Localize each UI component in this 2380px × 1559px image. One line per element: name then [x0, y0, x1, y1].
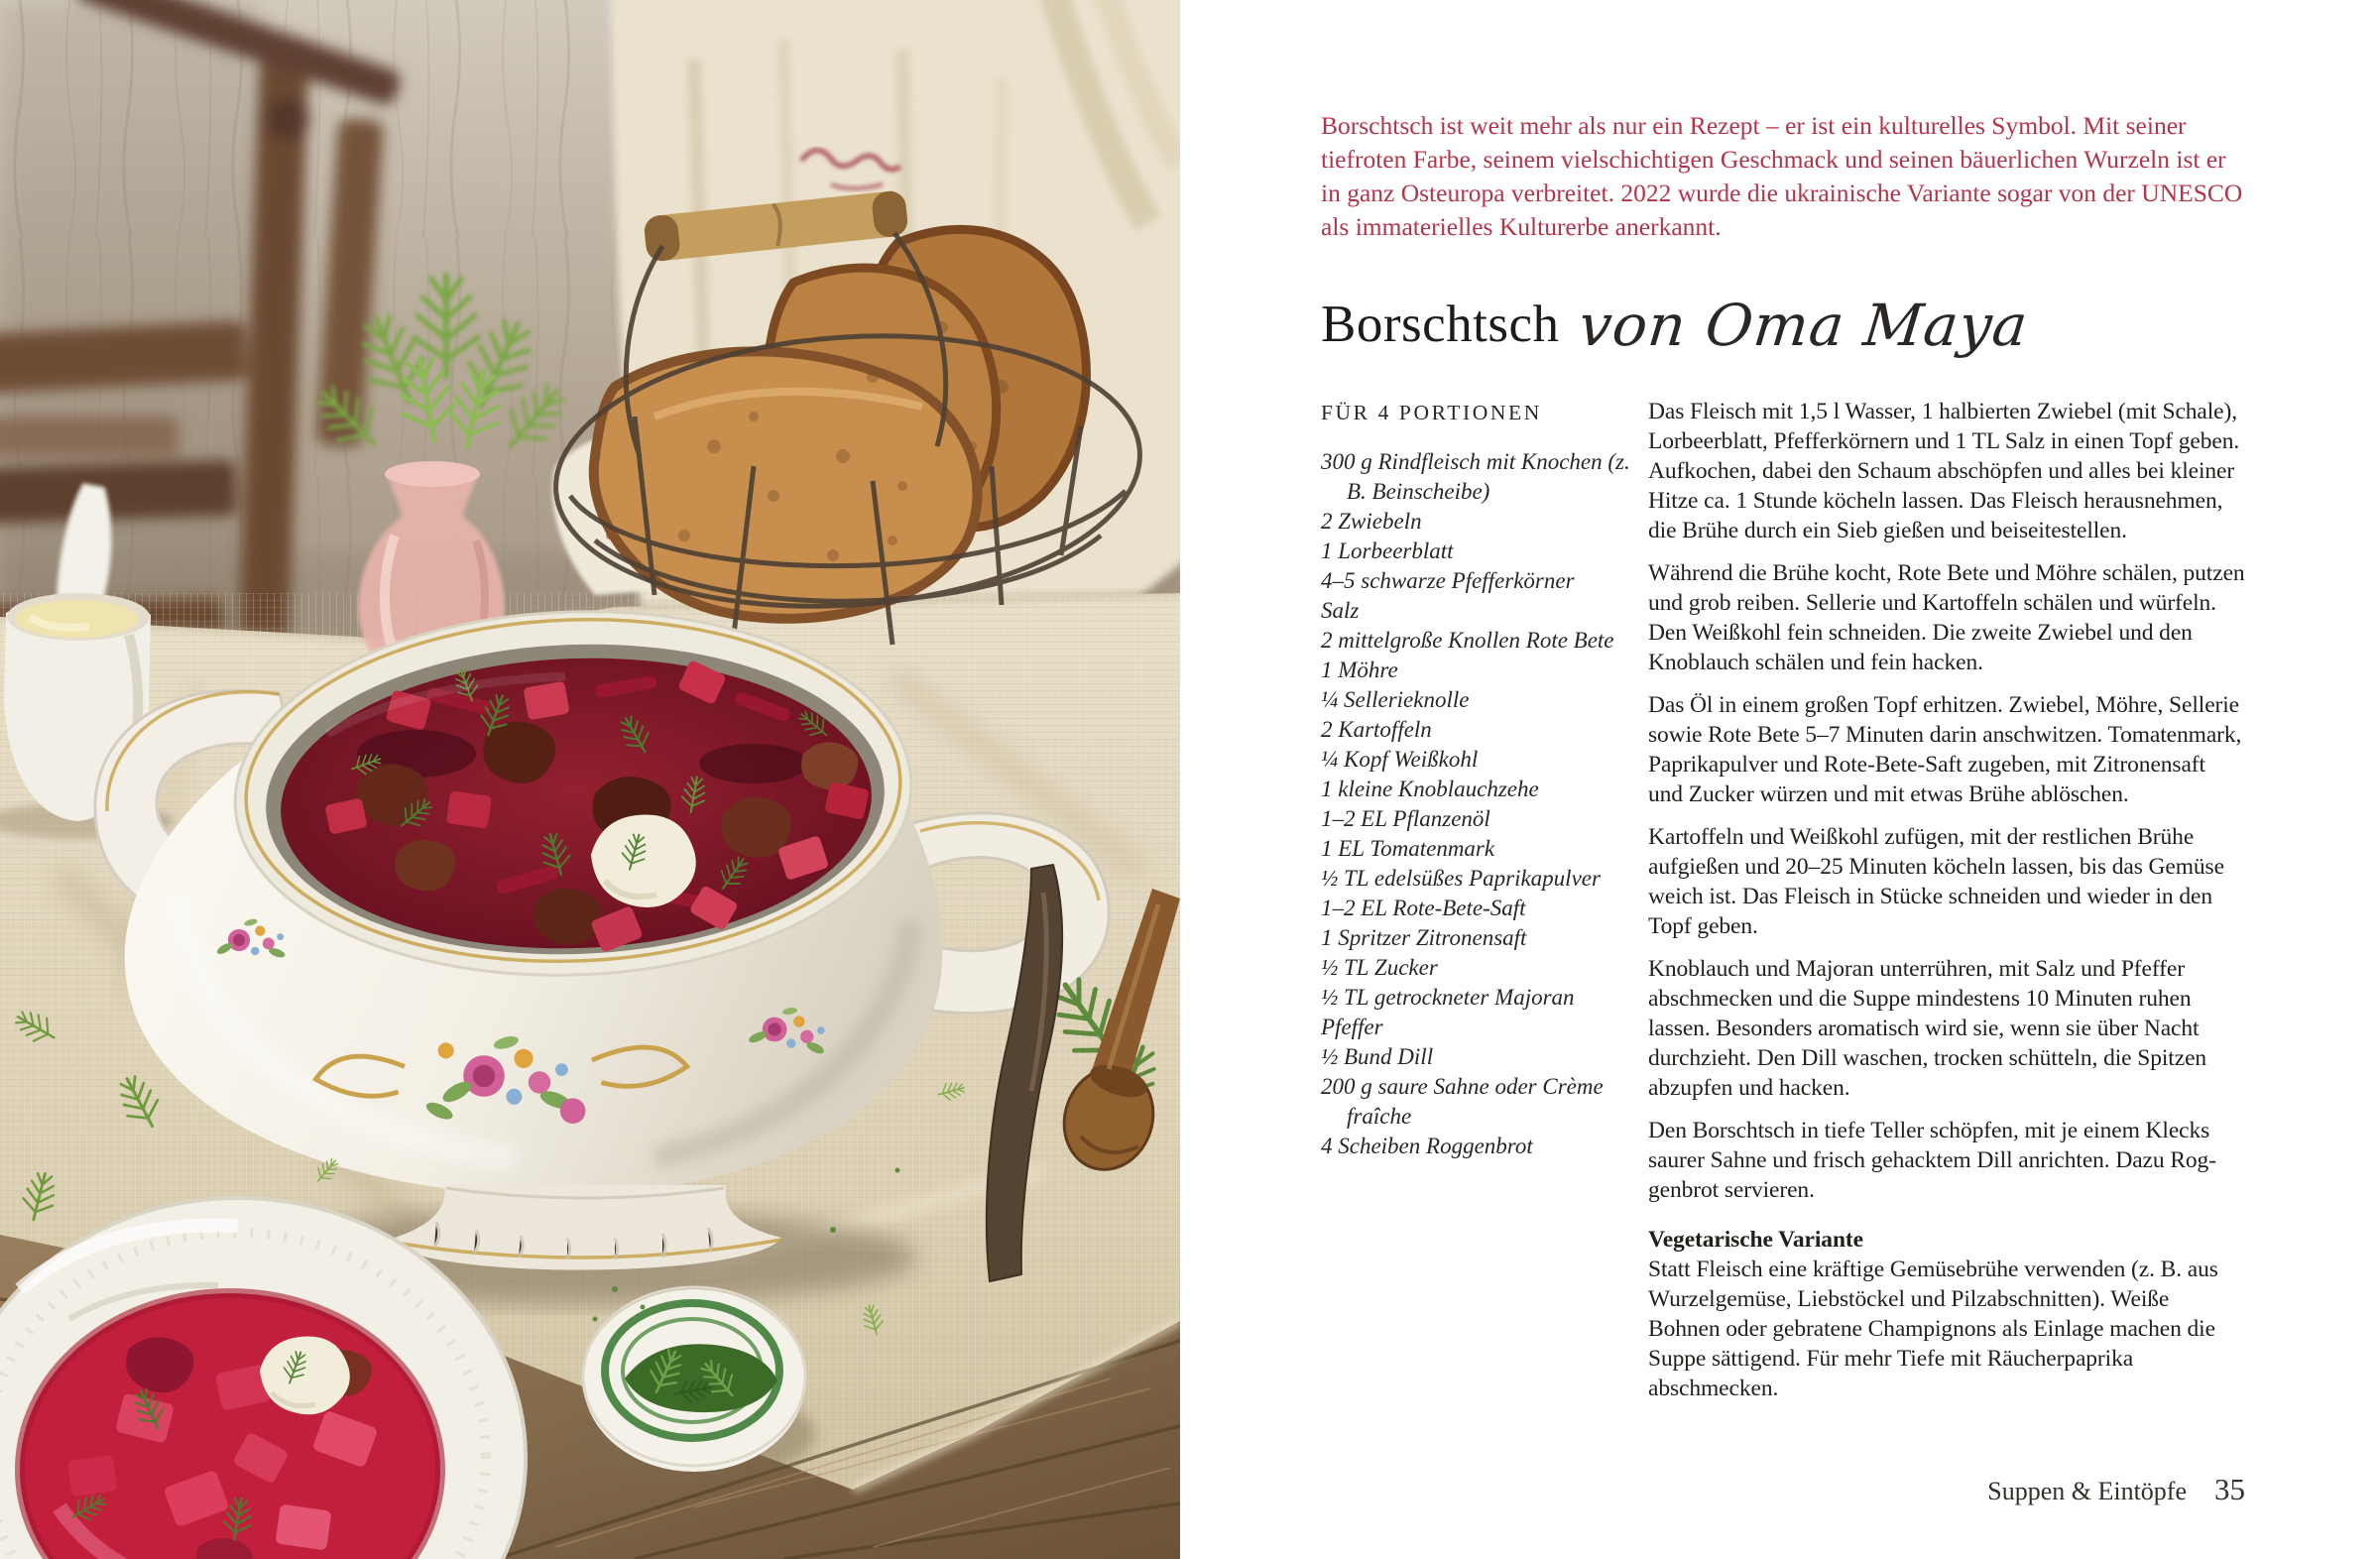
instruction-paragraph: Den Borschtsch in tiefe Teller schöpfen, mit je einem Klecks saurer Sahne und frisch gehacktem Dill anrichten. Dazu Roggenbrot servieren. [1648, 1118, 2217, 1203]
ingredient-item: 1 Lorbeerblatt [1321, 539, 1454, 563]
ingredient-item: ¼ Sellerieknolle [1321, 687, 1470, 712]
intro-text: Borschtsch ist weit mehr als nur ein Rezept – er ist ein kulturelles Symbol. Mit seiner tiefroten Farbe, seinem vielschichtigen Geschmack und seinen bäuerlichen Wurzeln ist er in ganz Osteuropa verbreitet. 2022 wurde die ukrainische Variante sogar von der UNESCO als immaterielles Kulturerbe anerkannt. [1321, 111, 2243, 241]
instructions-list [1648, 397, 2245, 1205]
ingredient-item: 2 mittelgroße Knollen Rote Bete [1321, 628, 1614, 653]
ingredient-item: Pfeffer [1321, 1015, 1383, 1039]
ingredient-item: 4 Scheiben Roggenbrot [1321, 1134, 1533, 1158]
tureen-pedestal [389, 1185, 781, 1270]
page-footer [1987, 1472, 2245, 1507]
instructions-column [1648, 397, 2245, 1416]
ingredient-item: 4–5 schwarze Pfefferkörner [1321, 568, 1575, 593]
variant-heading: Vegetarische Variante [1648, 1227, 1863, 1253]
servings-header: FÜR 4 PORTIONEN [1321, 401, 1542, 424]
ingredient-item: 1 Möhre [1321, 658, 1398, 682]
ingredient-item: 1–2 EL Rote-Bete-Saft [1321, 896, 1526, 920]
ingredient-item: Salz [1321, 598, 1360, 623]
recipe-title-script: von Oma Maya [1575, 292, 2032, 359]
borscht-photo [0, 0, 1180, 1559]
ingredients-column [1321, 397, 1648, 1416]
instruction-paragraph: Kartoffeln und Weißkohl zufügen, mit der restlichen Brühe aufgießen und 20–25 Minuten köcheln lassen, bis das Gemüse weich ist. Das Fleisch in Stücke schneiden und wieder in den Topf geben. [1648, 824, 2224, 939]
recipe-title-main: Borschtsch [1321, 296, 1560, 353]
footer-page-number: 35 [2214, 1472, 2245, 1506]
ingredient-item: 1 EL Tomatenmark [1321, 836, 1495, 861]
instruction-paragraph: Das Öl in einem großen Topf erhitzen. Zwiebel, Möhre, Sellerie sowie Rote Bete 5–7 Minuten darin anschwitzen. Tomatenmark, Paprikapulver und Rote-Bete-Saft zugeben, mit Zitronensaft und Zucker würzen und mit etwas Brühe ablöschen. [1648, 692, 2242, 807]
instruction-paragraph: Das Fleisch mit 1,5 l Wasser, 1 halbierten Zwiebel (mit Schale), Lorbeerblatt, Pfefferkörnern und 1 TL Salz in einen Topf geben. Aufkochen, dabei den Schaum abschöpfen und alles bei kleiner Hitze ca. 1 Stunde köcheln lassen. Das Fleisch herausnehmen, die Brühe durch ein Sieb gießen und beiseitestellen. [1648, 399, 2240, 543]
borscht-photo-svg [0, 0, 1180, 1559]
ingredient-item: ¼ Kopf Weißkohl [1321, 747, 1479, 772]
recipe-page [1180, 0, 2380, 1559]
recipe-title [1321, 288, 2245, 359]
footer-section-label: Suppen & Eintöpfe [1987, 1477, 2187, 1505]
ingredient-item: ½ TL getrockneter Majoran [1321, 985, 1575, 1010]
ingredient-item: 1 Spritzer Zitronensaft [1321, 925, 1527, 950]
ingredient-item: 1–2 EL Pflanzenöl [1321, 806, 1490, 831]
ingredient-item: 2 Kartoffeln [1321, 717, 1432, 742]
instruction-paragraph: Knoblauch und Majoran unterrühren, mit Salz und Pfeffer abschmecken und die Suppe mindestens 10 Minuten ruhen lassen. Besonders aromatisch wird sie, wenn sie über Nacht durchzieht. Den Dill waschen, trocken schütteln, die Spitzen abzupfen und hacken. [1648, 956, 2207, 1101]
ingredient-item: ½ TL Zucker [1321, 955, 1438, 980]
ingredient-item: ½ Bund Dill [1321, 1044, 1434, 1069]
ingredient-item: 200 g saure Sahne oder Crème fraîche [1321, 1074, 1604, 1129]
variant-body: Statt Fleisch eine kräftige Gemüsebrühe verwenden (z. B. aus Wurzelgemüse, Liebstöckel und Pilzabschnitten). Weiße Bohnen oder gebratene Champignons als Einlage machen die Suppe sättigend. Für mehr Tiefe mit Räucherpaprika abschmecken. [1648, 1257, 2218, 1401]
ingredient-item: 300 g Rindfleisch mit Knochen (z. B. Beinscheibe) [1321, 449, 1630, 504]
ingredient-item: ½ TL edelsüßes Paprikapulver [1321, 866, 1601, 891]
ingredients-list [1321, 447, 1648, 1161]
ingredient-item: 2 Zwiebeln [1321, 509, 1422, 534]
recipe-body [1321, 397, 2245, 1416]
instruction-paragraph: Während die Brühe kocht, Rote Bete und Möhre schälen, putzen und grob reiben. Sellerie und Kartoffeln schälen und würfeln. Den Weißkohl fein schneiden. Die zweite Zwiebel und den Knoblauch schälen und fein hacken. [1648, 560, 2245, 675]
ingredient-item: 1 kleine Knoblauchzehe [1321, 777, 1539, 801]
